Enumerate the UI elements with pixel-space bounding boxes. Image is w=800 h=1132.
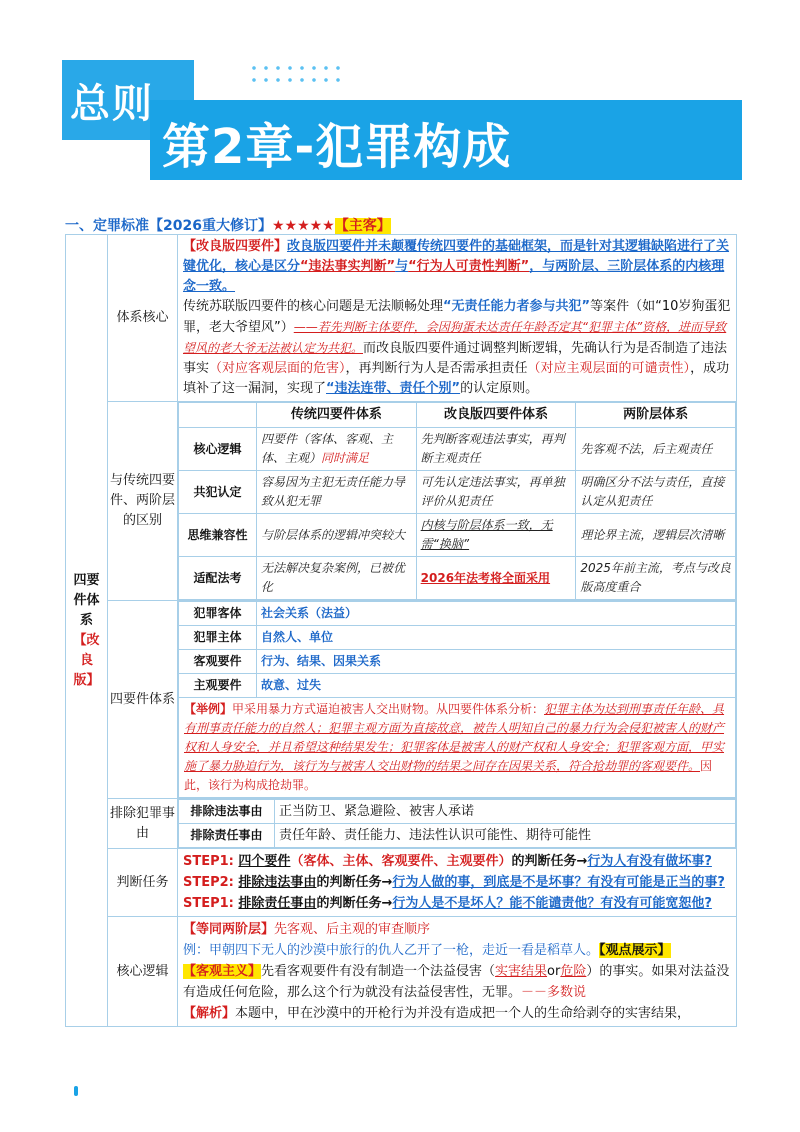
compare-row: 共犯认定 容易因为主犯无责任能力导致从犯无罪 可先认定违法事实，再单独评价从犯责任 明确区分不法与责任，直接认定从犯责任 (179, 471, 736, 514)
row-label: 核心逻辑 (108, 917, 178, 1027)
compare-row: 适配法考 无法解决复杂案例，已被优化 2026年法考将全面采用 2025年前主流，考点与改良版高度重合 (179, 557, 736, 600)
row-label: 与传统四要件、两阶层的区别 (108, 402, 178, 601)
row-core-logic (66, 917, 737, 1027)
page-marker (74, 1086, 78, 1096)
row-compare (66, 402, 737, 601)
elements-table (178, 601, 736, 798)
compare-row: 核心逻辑 四要件（客体、客观、主体、主观）同时满足 先判断客观违法事实，再判断主观责任 先客观不法，后主观责任 (179, 428, 736, 471)
row-label: 判断任务 (108, 849, 178, 917)
compare-header: 改良版四要件体系 (416, 403, 576, 428)
compare-row: 思维兼容性 与阶层体系的逻辑冲突较大 内核与阶层体系一致，无需“换脑” 理论界主流，逻辑层次清晰 (179, 514, 736, 557)
exclusion-table (178, 799, 736, 848)
compare-header: 传统四要件体系 (257, 403, 417, 428)
element-row: 主观要件 故意、过失 (179, 674, 736, 698)
row-judgment (66, 849, 737, 917)
row-four-elements (66, 601, 737, 799)
element-row: 犯罪主体 自然人、单位 (179, 626, 736, 650)
row-label: 排除犯罪事由 (108, 799, 178, 849)
section-mark: 【主客】 (334, 218, 391, 234)
row-label: 体系核心 (108, 235, 178, 402)
compare-table (178, 402, 736, 600)
row-label: 四要件体系 (108, 601, 178, 799)
header-tag: 总则 (70, 81, 154, 127)
row-exclusion (66, 799, 737, 849)
page-header (0, 0, 800, 205)
compare-header: 两阶层体系 (576, 403, 736, 428)
main-table (65, 234, 737, 1027)
chapter-title: 第2章-犯罪构成 (162, 119, 512, 175)
row-content: 【等同两阶层】先客观、后主观的审查顺序 例：甲朝四下无人的沙漠中旅行的仇人乙开了一枪，走近一看是稻草人。【观点展示】 【客观主义】先看客观要件有没有制造一个法益侵害（实害结果or危险）的事实。如果对法益没有造成任何危险，那么这个行为就没有法益侵害性，无罪。－－多数说 【解析】本题中，甲在沙漠中的开枪行为并没有造成把一个人的生命给剥夺的实害结果， (178, 917, 737, 1027)
example-row: 【举例】甲采用暴力方式逼迫被害人交出财物。从四要件体系分析：犯罪主体为达到刑事责任年龄、具有刑事责任能力的自然人；犯罪主观方面为直接故意，被告人明知自己的暴力行为会侵犯被害人的财产权和人身安全，并且希望这种结果发生；犯罪客体是被害人的财产权和人身安全；犯罪客观方面，甲实施了暴力胁迫行为，该行为与被害人交出财物的结果之间存在因果关系，符合抢劫罪的客观要件。因此，该行为构成抢劫罪。 (179, 698, 736, 798)
decorative-dots (248, 62, 344, 86)
row-content: STEP1: 四个要件（客体、主体、客观要件、主观要件）的判断任务→行为人有没有做坏事? STEP2: 排除违法事由的判断任务→行为人做的事，到底是不是坏事？有没有可能是正当的事? STEP1: 排除责任事由的判断任务→行为人是不是坏人？能不能谴责他？有没有可能宽恕他? (178, 849, 737, 917)
left-label: 四要件体系 【改良版】 (66, 235, 108, 1027)
element-row: 客观要件 行为、结果、因果关系 (179, 650, 736, 674)
section-heading: 一、定罪标准【2026重大修订】★★★★★【主客】 (65, 218, 391, 234)
row-core (66, 235, 737, 402)
row-content: 【改良版四要件】改良版四要件并未颠覆传统四要件的基础框架，而是针对其逻辑缺陷进行了关键优化，核心是区分“违法事实判断”与“行为人可责性判断”，与两阶层、三阶层体系的内核理念一致。 传统苏联版四要件的核心问题是无法顺畅处理“无责任能力者参与共犯”等案件（如“10岁狗蛋犯罪，老大爷望风”）——若先判断主体要件，会因狗蛋未达责任年龄否定其“犯罪主体”资格，进而导致望风的老大爷无法被认定为共犯。而改良版四要件通过调整判断逻辑，先确认行为是否制造了违法事实（对应客观层面的危害），再判断行为人是否需承担责任（对应主观层面的可谴责性），成功填补了这一漏洞，实现了“违法连带、责任个别”的认定原则。 (178, 235, 737, 402)
exclusion-row: 排除责任事由 责任年龄、责任能力、违法性认识可能性、期待可能性 (179, 824, 736, 848)
importance-stars: ★★★★★ (271, 218, 335, 234)
exclusion-row: 排除违法事由 正当防卫、紧急避险、被害人承诺 (179, 800, 736, 824)
element-row: 犯罪客体 社会关系（法益） (179, 602, 736, 626)
